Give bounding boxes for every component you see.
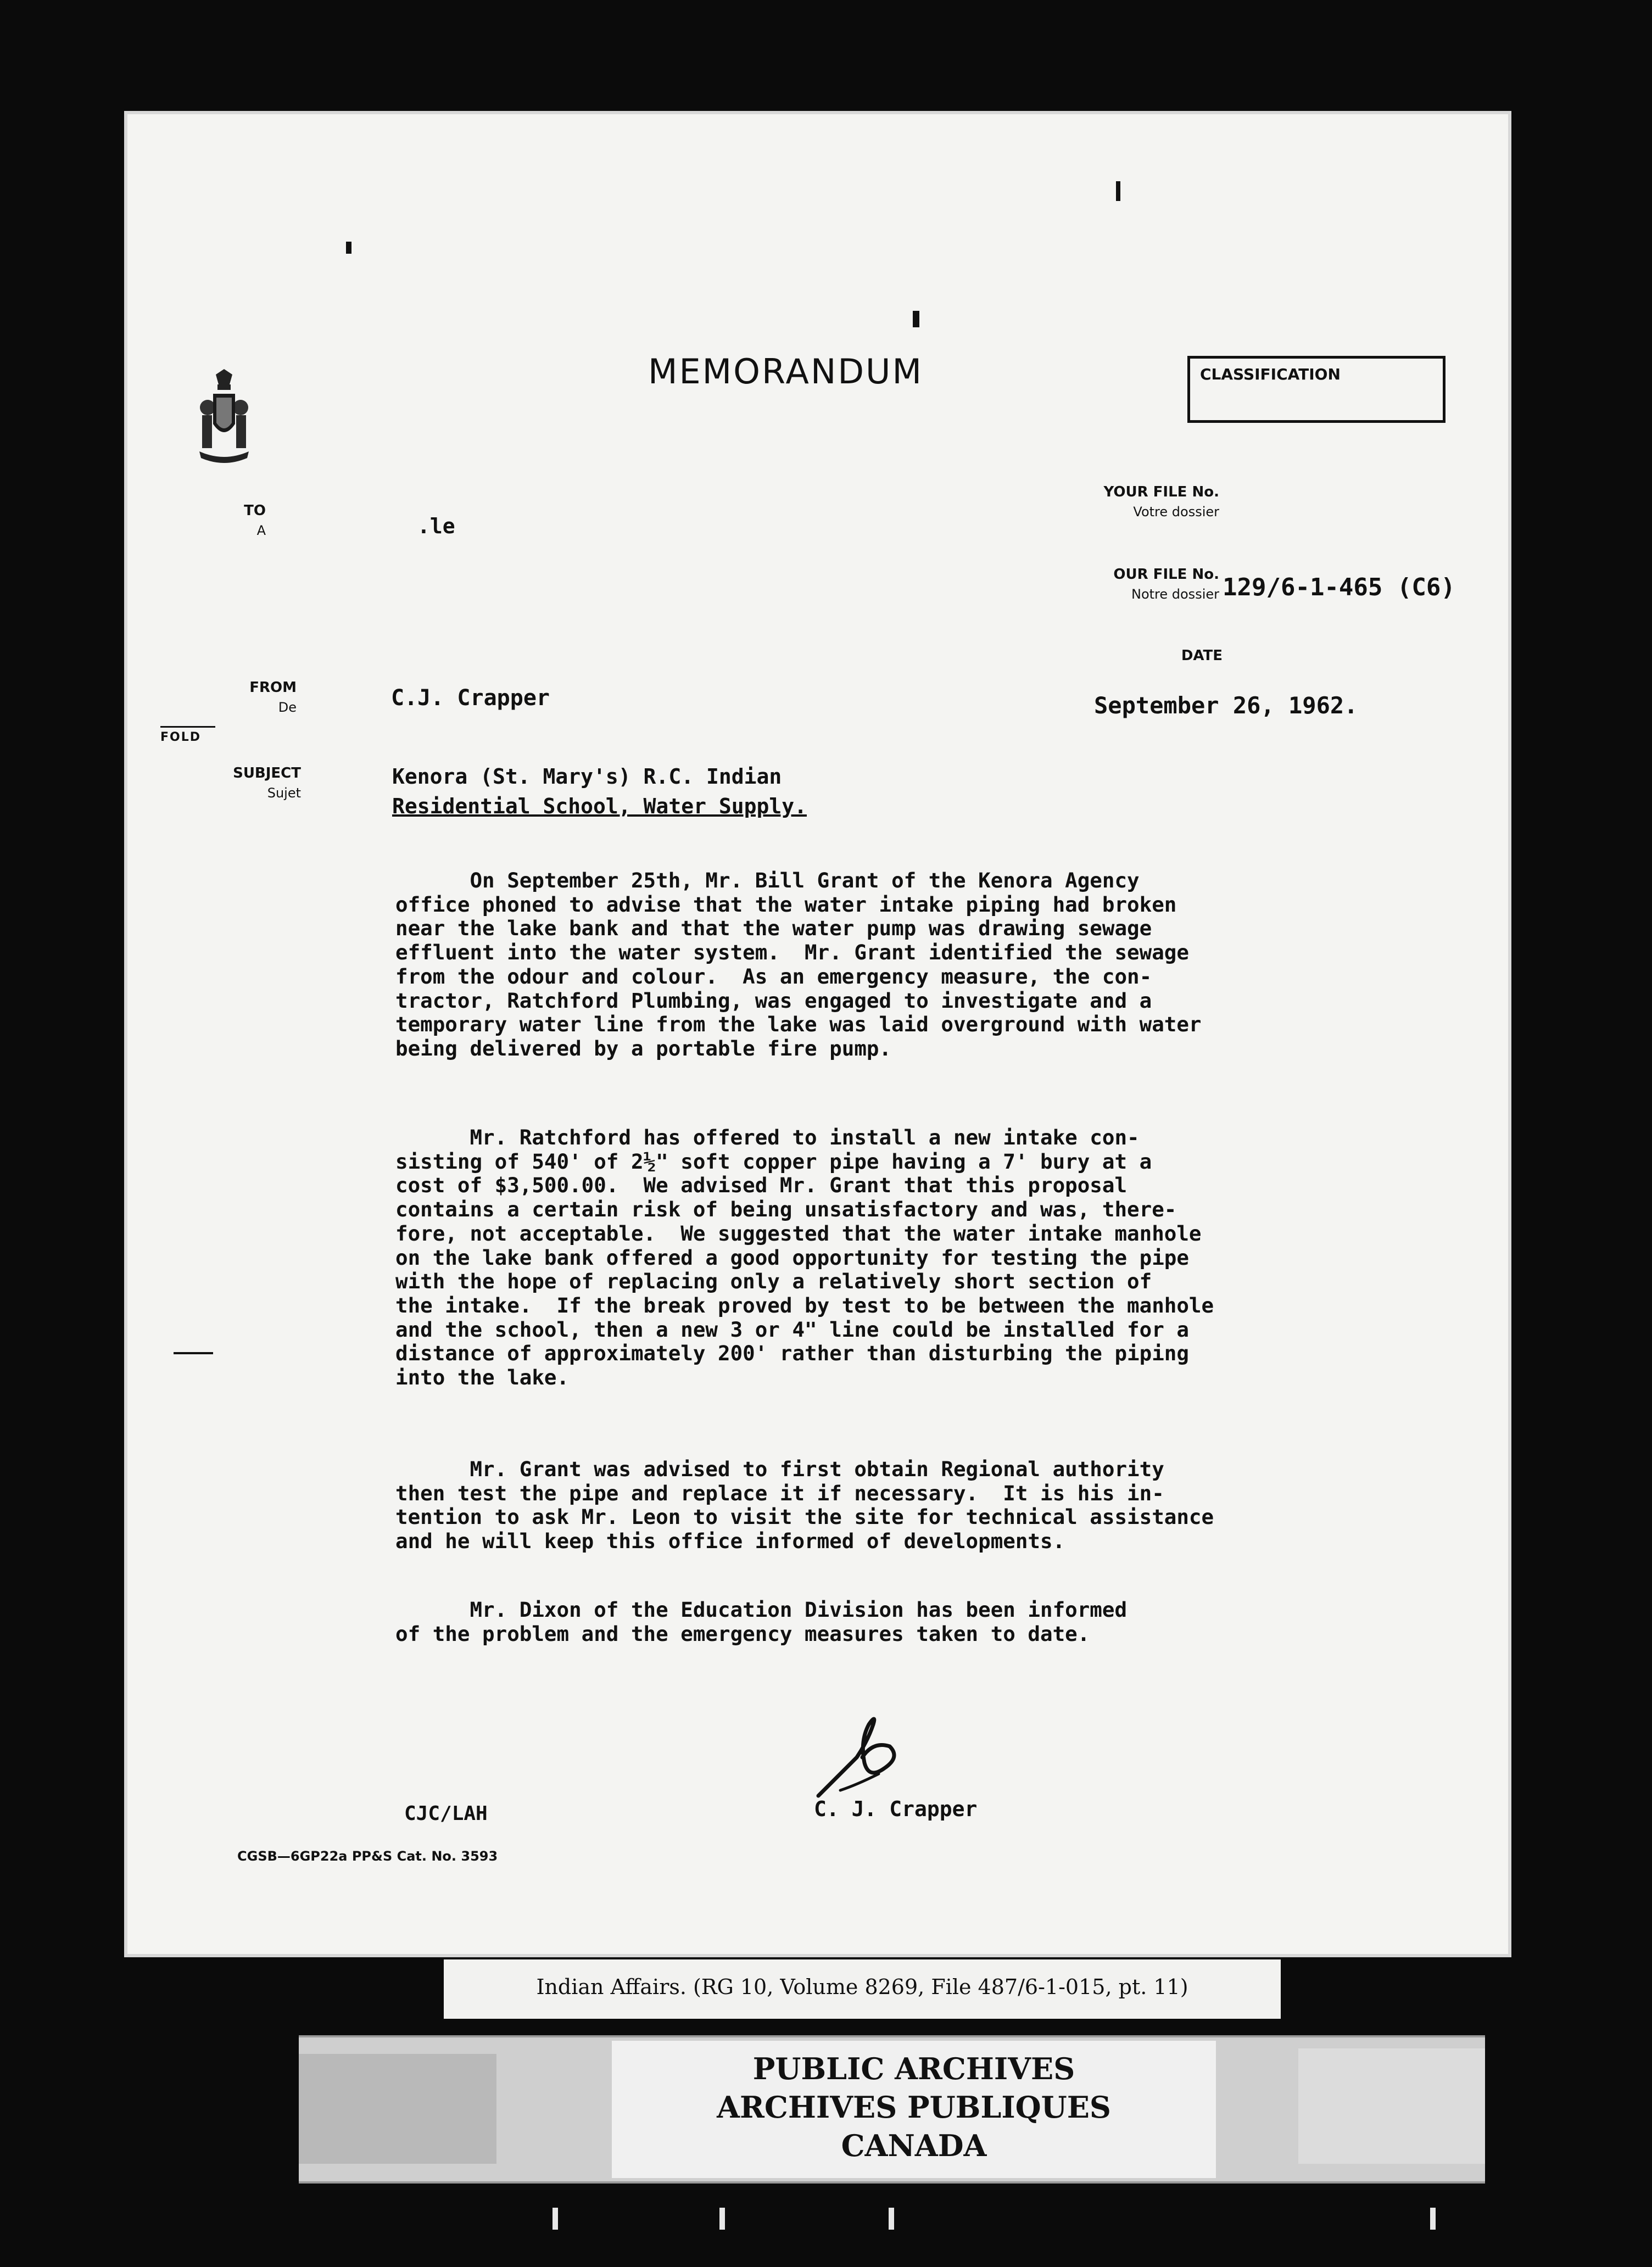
date-value: September 26, 1962.: [1094, 692, 1358, 719]
fold-label: FOLD: [160, 730, 202, 744]
subject-line-2: Residential School, Water Supply.: [392, 794, 807, 818]
speck-mark: [913, 311, 919, 327]
our-file-label-fr: Notre dossier: [1131, 587, 1219, 602]
to-label-en: TO: [244, 502, 266, 519]
classification-label: CLASSIFICATION: [1200, 365, 1341, 383]
source-caption: Indian Affairs. (RG 10, Volume 8269, File 487/6-1-015, pt. 11): [536, 1975, 1188, 1999]
archive-line-2: ARCHIVES PUBLIQUES: [717, 2090, 1111, 2125]
body-paragraph-2: Mr. Ratchford has offered to install a new intake con- sisting of 540' of 2½" soft copper pipe having a 7' bury at a cost of $3,500.00. We advised Mr. Grant that this proposal contains a certain risk of being unsatisfactory and was, there- fore, not acceptable. We suggested that the water intake manhole on the lake bank offered a good opportunity for testing the pipe with the hope of replacing only a relatively short section of the intake. If the break proved by test to be between the manhole and the school, then a new 3 or 4" line could be installed for a distance of approximately 200' rather than disturbing the piping into the lake.: [395, 1125, 1214, 1390]
from-label: [165, 678, 297, 717]
film-edge-mark: [1430, 2208, 1436, 2230]
typist-reference: CJC/LAH: [404, 1802, 488, 1825]
form-number: CGSB—6GP22a PP&S Cat. No. 3593: [237, 1849, 498, 1864]
archive-line-1: PUBLIC ARCHIVES: [752, 2051, 1075, 2086]
subject-label: [165, 763, 301, 803]
body-paragraph-1: On September 25th, Mr. Bill Grant of the Kenora Agency office phoned to advise that the water intake piping had broken near the lake bank and that the water pump was drawing sewage effluent into the water system. Mr. Grant identified the sewage from the odour and colour. As an emergency measure, the con- tractor, Ratchford Plumbing, was engaged to investigate and a temporary water line from the lake was laid overground with water being delivered by a portable fire pump.: [395, 868, 1202, 1060]
margin-tick: [174, 1352, 213, 1354]
classification-box: [1187, 356, 1446, 423]
memo-title: MEMORANDUM: [648, 351, 923, 392]
archive-stamp-label: [612, 2041, 1216, 2178]
subject-label-fr: Sujet: [267, 785, 301, 801]
film-edge-mark: [552, 2208, 558, 2230]
date-label: DATE: [1181, 647, 1223, 664]
tape-left: [299, 2054, 496, 2164]
from-value: C.J. Crapper: [391, 685, 550, 711]
your-file-label-fr: Votre dossier: [1133, 504, 1219, 520]
film-edge-mark: [719, 2208, 725, 2230]
speck-mark: [346, 242, 351, 254]
tape-right: [1298, 2048, 1485, 2164]
your-file-label-en: YOUR FILE No.: [1103, 484, 1219, 500]
subject-label-en: SUBJECT: [233, 765, 301, 781]
to-label-fr: A: [256, 523, 266, 538]
to-label: [209, 501, 266, 540]
body-paragraph-4: Mr. Dixon of the Education Division has been informed of the problem and the emergency measures taken to date.: [395, 1598, 1128, 1646]
our-file-value: 129/6-1-465 (C6): [1223, 573, 1455, 601]
archive-line-3: CANADA: [841, 2128, 987, 2163]
fold-rule: [160, 726, 215, 728]
subject-line-1: Kenora (St. Mary's) R.C. Indian: [392, 764, 782, 789]
film-edge-mark: [889, 2208, 894, 2230]
your-file-label: [1022, 482, 1219, 522]
our-file-label-en: OUR FILE No.: [1113, 566, 1219, 583]
signature-mark: [807, 1708, 928, 1807]
our-file-label: [1022, 565, 1219, 604]
body-paragraph-3: Mr. Grant was advised to first obtain Regional authority then test the pipe and replace it if necessary. It is his in- tention to ask Mr. Leon to visit the site for technical assistance and he will keep this office informed of developments.: [395, 1457, 1214, 1554]
source-caption-strip: [444, 1959, 1281, 2019]
from-label-en: FROM: [249, 679, 297, 696]
speck-mark: [1116, 181, 1120, 201]
coat-of-arms-emblem: [197, 369, 252, 484]
to-value: .le: [417, 514, 455, 538]
from-label-fr: De: [278, 700, 297, 715]
signer-name: C. J. Crapper: [814, 1797, 978, 1821]
archive-stamp-band: [299, 2035, 1485, 2184]
